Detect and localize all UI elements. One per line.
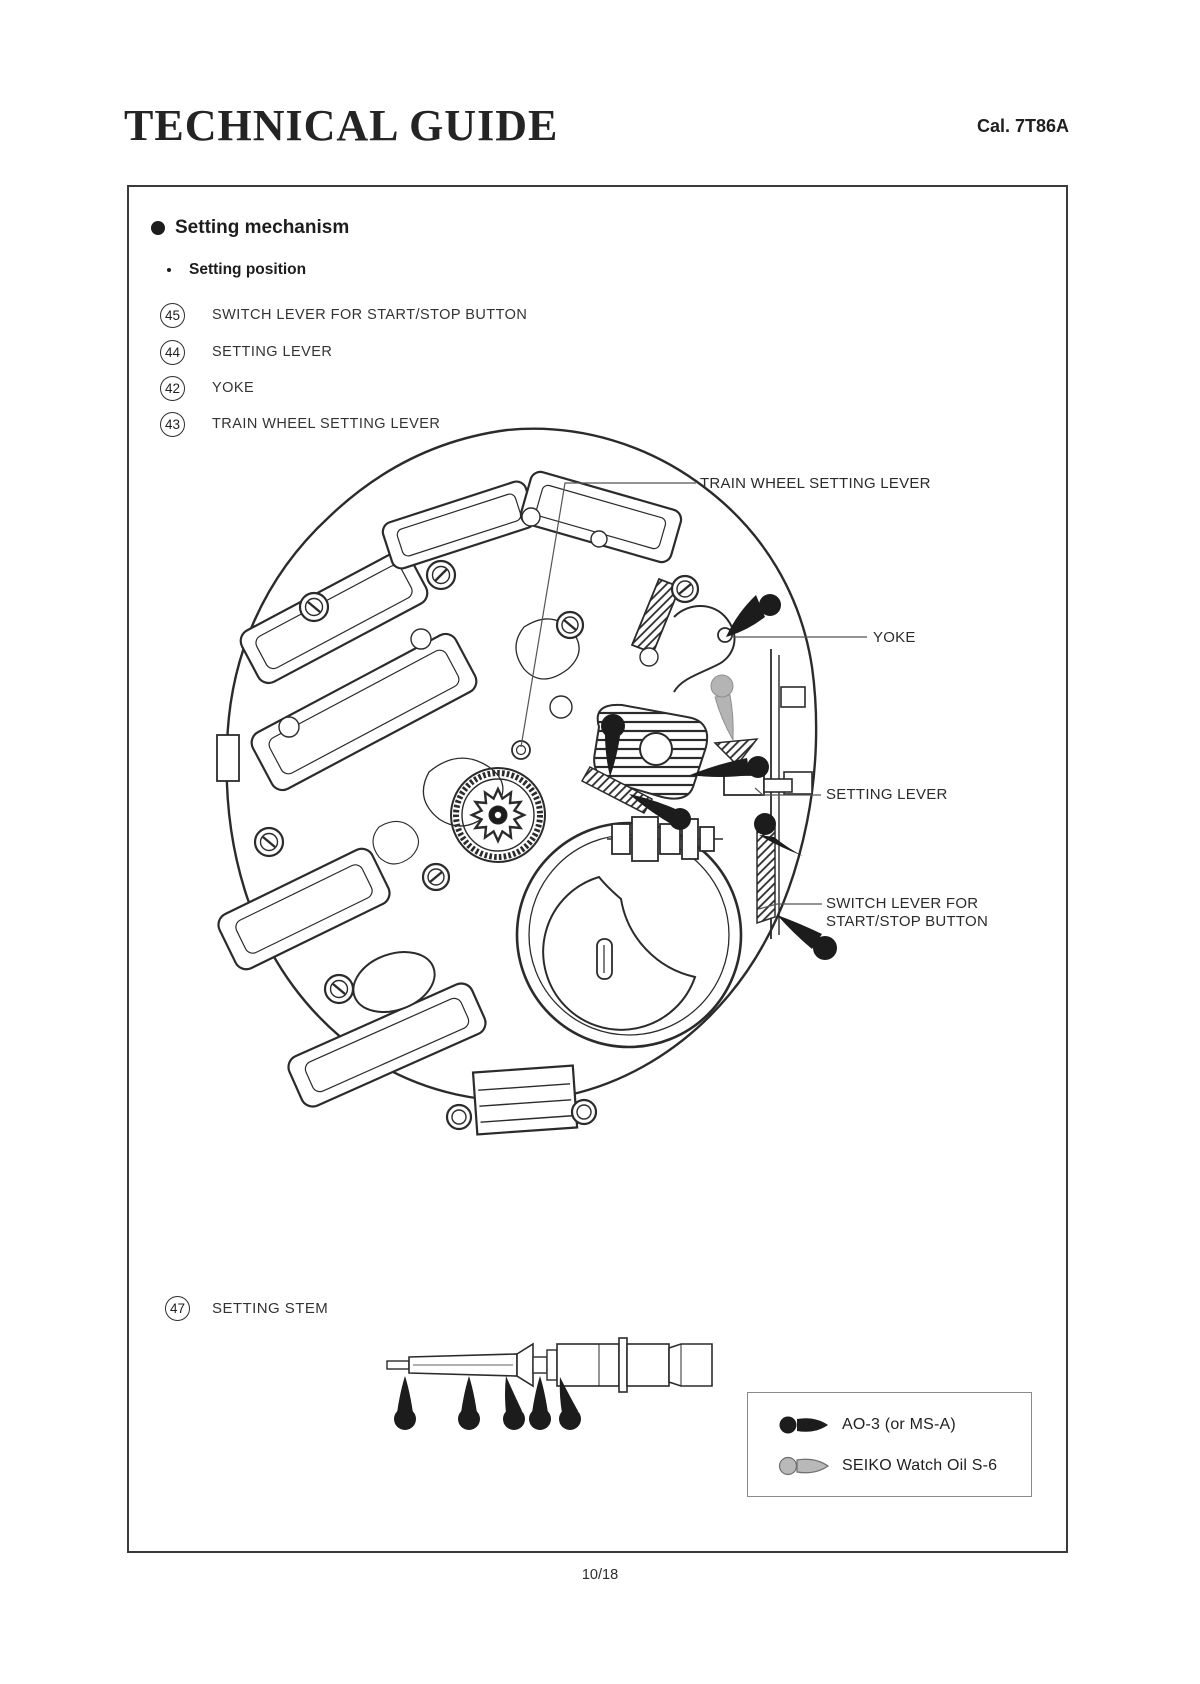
legend-item-s6 <box>778 1451 1031 1481</box>
part-row-47 <box>165 1295 328 1321</box>
diagram-label-switch-lever <box>826 895 988 930</box>
content-frame <box>127 185 1068 1553</box>
part-label: SETTING LEVER <box>212 344 333 360</box>
black-oil-drop-icon <box>778 1412 830 1438</box>
page-number: 10/18 <box>581 1567 619 1583</box>
movement-diagram <box>129 187 1070 1555</box>
part-number-badge: 47 <box>165 1296 190 1321</box>
subsection-heading-label: Setting position <box>189 261 307 278</box>
part-number-badge: 44 <box>160 340 185 365</box>
gray-oil-drop-icon <box>778 1453 830 1479</box>
diagram-label-yoke: YOKE <box>873 629 916 646</box>
switch-lever-label-line1: SWITCH LEVER FOR <box>826 895 979 912</box>
diagram-label-train-wheel-setting-lever: TRAIN WHEEL SETTING LEVER <box>700 475 931 492</box>
part-number-badge: 43 <box>160 412 185 437</box>
section-heading-label: Setting mechanism <box>175 217 350 238</box>
legend-item-ao3 <box>778 1410 1031 1440</box>
part-number-badge: 45 <box>160 303 185 328</box>
diagram-label-setting-lever: SETTING LEVER <box>826 786 948 803</box>
legend-label: AO-3 (or MS-A) <box>842 1416 956 1433</box>
part-label: TRAIN WHEEL SETTING LEVER <box>212 416 441 432</box>
legend-label: SEIKO Watch Oil S-6 <box>842 1457 998 1474</box>
part-label: YOKE <box>212 380 255 396</box>
switch-lever-label-line2: START/STOP BUTTON <box>826 912 989 930</box>
oil-legend <box>747 1392 1032 1497</box>
part-number-badge: 42 <box>160 376 185 401</box>
page-title: TECHNICAL GUIDE <box>124 101 559 150</box>
part-label: SWITCH LEVER FOR START/STOP BUTTON <box>212 307 528 323</box>
part-label: SETTING STEM <box>212 1299 329 1317</box>
caliber-number: Cal. 7T86A <box>976 116 1069 136</box>
